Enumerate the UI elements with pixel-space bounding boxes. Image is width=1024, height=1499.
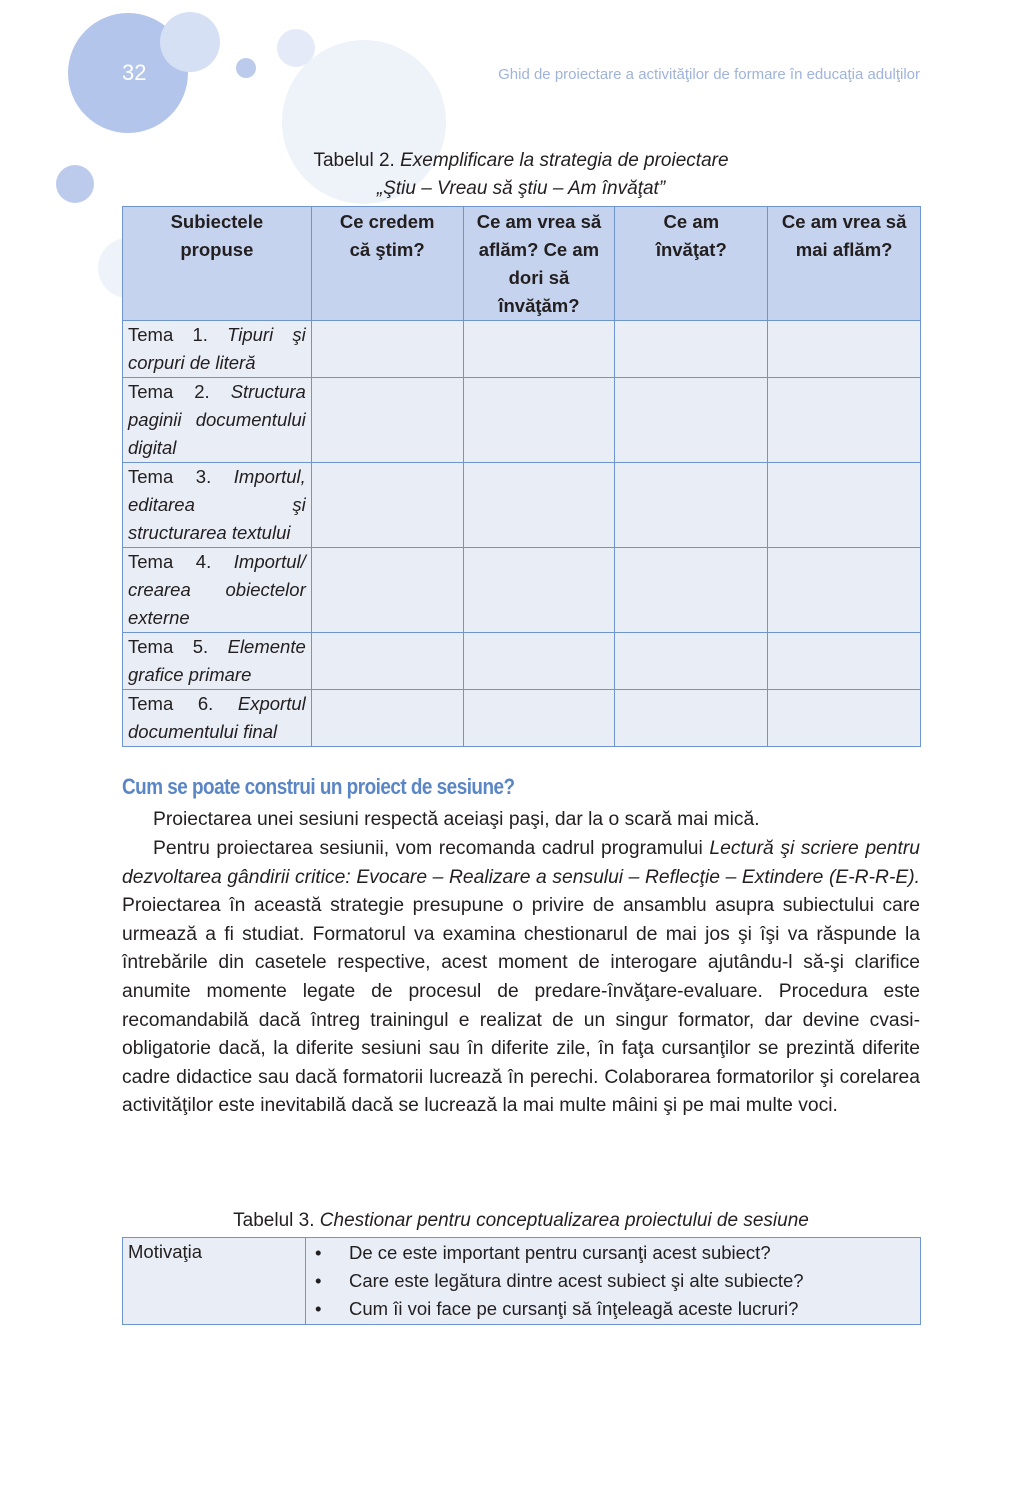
empty-cell[interactable] <box>768 378 921 463</box>
table2-caption-subtitle: „Ştiu – Vreau să ştiu – Am învăţat” <box>376 178 666 199</box>
list-item: • Cum îi voi face pe cursanţi să înţeleagă aceste lucruri? <box>307 1295 919 1323</box>
empty-cell[interactable] <box>615 548 768 633</box>
empty-cell[interactable] <box>615 690 768 747</box>
table-row <box>123 548 921 633</box>
topic-cell: Tema 4. Importul/ crearea obiectelor externe <box>123 548 312 633</box>
topic-cell: Tema 5. Elemente grafice primare <box>123 633 312 690</box>
section-heading: Cum se poate construi un proiect de sesiune? <box>122 774 515 799</box>
column-header: Subiectele propuse <box>123 207 312 321</box>
empty-cell[interactable] <box>463 690 615 747</box>
empty-cell[interactable] <box>463 378 615 463</box>
column-header: Ce credem că ştim? <box>311 207 463 321</box>
table-row <box>123 321 921 378</box>
page-number: 32 <box>122 60 147 85</box>
table-row <box>123 633 921 690</box>
column-header: Ce am vrea să aflăm? Ce am dori să învăţăm? <box>463 207 615 321</box>
table-row <box>123 690 921 747</box>
empty-cell[interactable] <box>463 463 615 548</box>
empty-cell[interactable] <box>463 548 615 633</box>
decor-bubble <box>56 165 94 203</box>
column-header: Ce am învăţat? <box>615 207 768 321</box>
empty-cell[interactable] <box>311 321 463 378</box>
empty-cell[interactable] <box>311 548 463 633</box>
table-row <box>123 1238 921 1325</box>
table3-caption-title: Chestionar pentru conceptualizarea proiectului de sesiune <box>319 1210 809 1231</box>
empty-cell[interactable] <box>615 633 768 690</box>
topic-cell: Tema 3. Importul, editarea şi structurarea textului <box>123 463 312 548</box>
empty-cell[interactable] <box>463 321 615 378</box>
empty-cell[interactable] <box>768 690 921 747</box>
empty-cell[interactable] <box>311 378 463 463</box>
table3-caption <box>122 1207 920 1235</box>
empty-cell[interactable] <box>768 321 921 378</box>
bullet-icon: • <box>315 1298 322 1319</box>
paragraph: Proiectarea unei sesiuni respectă aceiaşi paşi, dar la o scară mai mică. <box>153 809 760 830</box>
table-row <box>123 463 921 548</box>
empty-cell[interactable] <box>615 321 768 378</box>
bullet-icon: • <box>315 1270 322 1291</box>
decor-bubble <box>160 12 220 72</box>
table-header-row <box>123 207 921 321</box>
running-header: Ghid de proiectare a activităţilor de formare în educaţia adulţilor <box>498 66 920 83</box>
decor-bubble <box>236 58 256 78</box>
table2-caption-title: Exemplificare la strategia de proiectare <box>400 150 729 171</box>
row-label: Motivaţia <box>123 1238 306 1325</box>
empty-cell[interactable] <box>615 378 768 463</box>
topic-cell: Tema 1. Tipuri şi corpuri de literă <box>123 321 312 378</box>
empty-cell[interactable] <box>311 633 463 690</box>
questionnaire-table <box>122 1237 921 1325</box>
question-list <box>307 1239 919 1323</box>
table2-caption-prefix: Tabelul 2. <box>313 150 395 171</box>
bullet-icon: • <box>315 1242 322 1263</box>
kwl-table <box>122 206 921 747</box>
questions-cell <box>306 1238 921 1325</box>
list-item: • De ce este important pentru cursanţi acest subiect? <box>307 1239 919 1267</box>
empty-cell[interactable] <box>768 633 921 690</box>
topic-cell: Tema 6. Exportul documentului final <box>123 690 312 747</box>
topic-cell: Tema 2. Structura paginii documentului digital <box>123 378 312 463</box>
list-item: • Care este legătura dintre acest subiect şi alte subiecte? <box>307 1267 919 1295</box>
column-header: Ce am vrea să mai aflăm? <box>768 207 921 321</box>
table2-caption <box>122 147 920 203</box>
table3-caption-prefix: Tabelul 3. <box>233 1210 315 1231</box>
paragraph: Pentru proiectarea sesiunii, vom recomanda cadrul programului Lectură şi scriere pentru dezvoltarea gândirii critice: Evocare – Realizare a sensului – Reflecţie – Extindere (E-R-R-E). Proiectarea în această strategie presupune o privire de ansamblu asupra subiectului care urmează a fi studiat. Formatorul va examina chestionarul de mai jos şi îşi va răspunde la întrebările din casetele respective, acest moment de interogare ajutându-l să-şi clarifice anumite momente legate de procesul de predare-învăţare-evaluare. Procedura este recomandabilă dacă întreg trainingul e realizat de un singur formator, dar devine cvasi-obligatorie dacă, la diferite sesiuni sau în diferite zile, în faţa cursanţilor se prezintă diferite cadre didactice sau dacă formatorii lucrează în perechi. Colaborarea formatorilor şi corelarea activităţilor este inevitabilă dacă se lucrează la mai multe mâini şi pe mai multe voci. <box>122 838 920 1117</box>
empty-cell[interactable] <box>768 463 921 548</box>
table-row <box>123 378 921 463</box>
empty-cell[interactable] <box>615 463 768 548</box>
empty-cell[interactable] <box>463 633 615 690</box>
empty-cell[interactable] <box>311 463 463 548</box>
program-name: Lectură şi scriere pentru dezvoltarea gândirii critice: Evocare – Realizare a sensului – Reflecţie – Extindere (E-R-R-E). <box>122 838 920 888</box>
empty-cell[interactable] <box>311 690 463 747</box>
empty-cell[interactable] <box>768 548 921 633</box>
